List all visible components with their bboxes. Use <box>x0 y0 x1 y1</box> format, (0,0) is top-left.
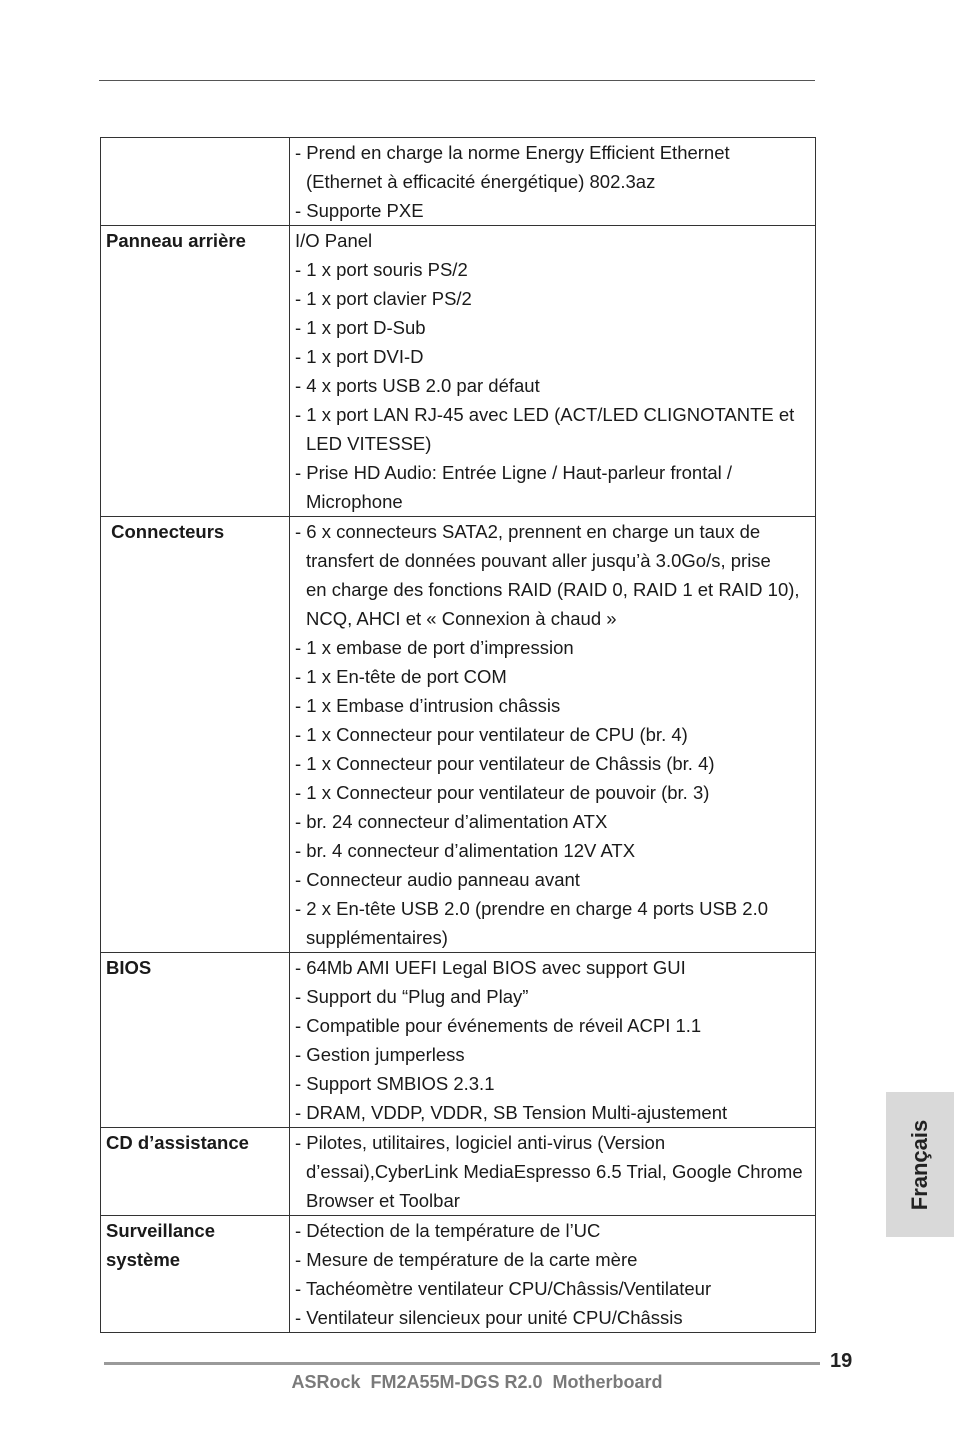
language-tab <box>886 1092 954 1237</box>
spec-item: - 4 x ports USB 2.0 par défaut <box>295 375 540 396</box>
spec-label-cell <box>101 953 290 1128</box>
footer-title: ASRock FM2A55M-DGS R2.0 Motherboard <box>291 1372 663 1392</box>
spec-label-cell <box>101 226 290 517</box>
spec-label: Surveillance <box>106 1220 216 1241</box>
spec-item: - 6 x connecteurs SATA2, prennent en charge un taux de <box>295 521 761 542</box>
spec-item: - 1 x port D-Sub <box>295 317 426 338</box>
spec-label-cell <box>101 1216 290 1333</box>
spec-item: - 1 x Embase d’intrusion châssis <box>295 695 561 716</box>
spec-item: - Support du “Plug and Play” <box>295 986 529 1007</box>
spec-label: Panneau arrière <box>106 230 246 251</box>
spec-label: BIOS <box>106 957 152 978</box>
spec-item: - Gestion jumperless <box>295 1044 465 1065</box>
spec-items-cell <box>290 953 816 1128</box>
spec-item: - 1 x Connecteur pour ventilateur de pouvoir (br. 3) <box>295 782 710 803</box>
spec-item: - Détection de la température de l’UC <box>295 1220 601 1241</box>
spec-row <box>101 953 816 1128</box>
spec-item: - 1 x port DVI-D <box>295 346 424 367</box>
top-rule <box>99 80 815 81</box>
spec-item: - br. 4 connecteur d’alimentation 12V ATX <box>295 840 636 861</box>
spec-label-cell <box>101 1128 290 1216</box>
spec-item: - Connecteur audio panneau avant <box>295 869 580 890</box>
spec-item: - br. 24 connecteur d’alimentation ATX <box>295 811 608 832</box>
spec-item-continuation: (Ethernet à efficacité énergétique) 802.3az <box>306 171 656 192</box>
spec-item-continuation: transfert de données pouvant aller jusqu’à 3.0Go/s, prise <box>306 550 771 571</box>
spec-item: - DRAM, VDDP, VDDR, SB Tension Multi-ajustement <box>295 1102 728 1123</box>
spec-label: système <box>106 1249 181 1270</box>
spec-item: - 1 x port souris PS/2 <box>295 259 468 280</box>
spec-item-continuation: Microphone <box>306 491 403 512</box>
spec-item: - Support SMBIOS 2.3.1 <box>295 1073 495 1094</box>
spec-item: - 64Mb AMI UEFI Legal BIOS avec support GUI <box>295 957 686 978</box>
spec-item: - 1 x Connecteur pour ventilateur de Châssis (br. 4) <box>295 753 715 774</box>
spec-table <box>100 137 816 1333</box>
spec-item: - Prise HD Audio: Entrée Ligne / Haut-parleur frontal / <box>295 462 733 483</box>
spec-items-cell <box>290 226 816 517</box>
language-tab-label: Français <box>907 1119 932 1210</box>
spec-items-cell <box>290 1128 816 1216</box>
spec-row <box>101 226 816 517</box>
spec-label: CD d’assistance <box>106 1132 249 1153</box>
spec-row <box>101 1216 816 1333</box>
spec-row <box>101 138 816 226</box>
spec-row <box>101 517 816 953</box>
spec-item: - 1 x En-tête de port COM <box>295 666 507 687</box>
spec-item-continuation: NCQ, AHCI et « Connexion à chaud » <box>306 608 617 629</box>
page-number: 19 <box>830 1350 853 1372</box>
spec-item-continuation: supplémentaires) <box>306 927 448 948</box>
spec-item: - 2 x En-tête USB 2.0 (prendre en charge 4 ports USB 2.0 <box>295 898 769 919</box>
spec-item-continuation: d’essai),CyberLink MediaEspresso 6.5 Trial, Google Chrome <box>306 1161 803 1182</box>
spec-item: - Ventilateur silencieux pour unité CPU/Châssis <box>295 1307 683 1328</box>
spec-items-cell <box>290 1216 816 1333</box>
spec-item: - Pilotes, utilitaires, logiciel anti-virus (Version <box>295 1132 666 1153</box>
spec-item: - Supporte PXE <box>295 200 424 221</box>
spec-item: I/O Panel <box>295 230 373 251</box>
spec-label: Connecteurs <box>106 521 225 542</box>
spec-item-continuation: en charge des fonctions RAID (RAID 0, RAID 1 et RAID 10), <box>306 579 800 600</box>
spec-label-cell <box>101 138 290 226</box>
spec-row <box>101 1128 816 1216</box>
spec-item: - 1 x embase de port d’impression <box>295 637 574 658</box>
spec-items-cell <box>290 138 816 226</box>
bottom-rule <box>104 1362 820 1365</box>
spec-label-cell <box>101 517 290 953</box>
spec-item: - 1 x port LAN RJ-45 avec LED (ACT/LED CLIGNOTANTE et <box>295 404 795 425</box>
spec-items-cell <box>290 517 816 953</box>
spec-item: - 1 x port clavier PS/2 <box>295 288 472 309</box>
spec-item: - 1 x Connecteur pour ventilateur de CPU (br. 4) <box>295 724 688 745</box>
spec-item: - Mesure de température de la carte mère <box>295 1249 638 1270</box>
spec-item-continuation: Browser et Toolbar <box>306 1190 460 1211</box>
spec-item: - Prend en charge la norme Energy Efficient Ethernet <box>295 142 730 163</box>
spec-item-continuation: LED VITESSE) <box>306 433 432 454</box>
spec-item: - Tachéomètre ventilateur CPU/Châssis/Ventilateur <box>295 1278 712 1299</box>
spec-item: - Compatible pour événements de réveil ACPI 1.1 <box>295 1015 702 1036</box>
